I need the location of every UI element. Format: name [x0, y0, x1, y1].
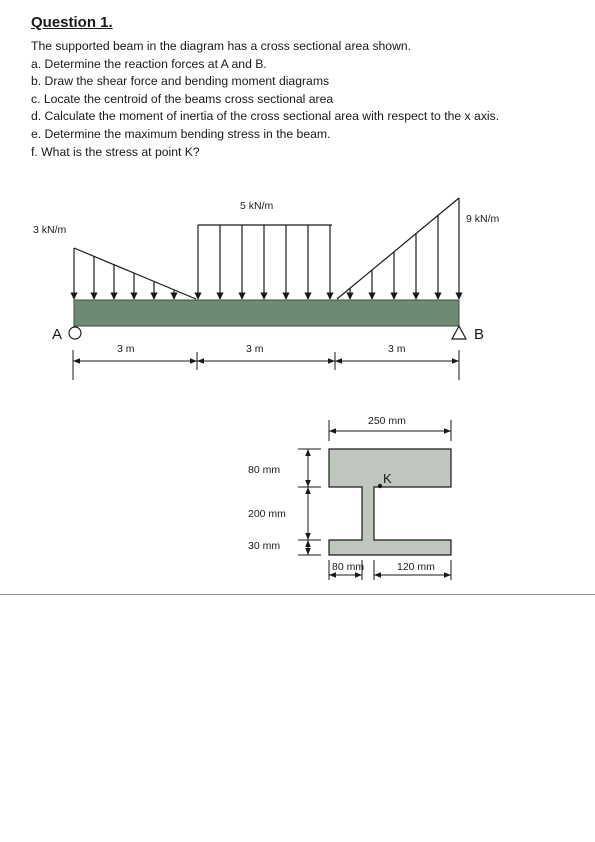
point-k-marker: [378, 484, 382, 488]
beam: [74, 300, 459, 326]
flange-depth-label: 80 mm: [248, 464, 281, 476]
load-mid-uniform: [198, 225, 332, 299]
web-depth-label: 200 mm: [248, 508, 286, 520]
question-part-f: f. What is the stress at point K?: [31, 144, 200, 159]
question-part-c: c. Locate the centroid of the beams cross sectional area: [31, 91, 334, 106]
support-a-label: A: [52, 326, 63, 343]
load-right-triangle: [337, 198, 459, 299]
support-b-label: B: [474, 326, 485, 343]
load-right-label: 9 kN/m: [466, 213, 500, 225]
question-part-e: e. Determine the maximum bending stress in the beam.: [31, 126, 331, 141]
span1-label: 3 m: [117, 343, 135, 355]
question-intro: The supported beam in the diagram has a cross sectional area shown.: [31, 39, 412, 53]
question-title: Question 1.: [31, 14, 113, 31]
top-width-label: 250 mm: [368, 415, 406, 427]
roller-support-a: [69, 327, 81, 339]
question-part-b: b. Draw the shear force and bending moment diagrams: [31, 74, 330, 89]
bottom-flange-depth-label: 30 mm: [248, 540, 281, 552]
span3-label: 3 m: [388, 343, 406, 355]
page-divider: [0, 594, 595, 595]
point-k-label: K: [383, 471, 392, 486]
question-part-d: d. Calculate the moment of inertia of the cross sectional area with respect to the x axis.: [31, 109, 500, 124]
question-part-a: a. Determine the reaction forces at A and B.: [31, 56, 267, 71]
depth-dimensions: [298, 449, 321, 555]
load-left-triangle: [74, 248, 196, 299]
load-left-label: 3 kN/m: [33, 224, 67, 236]
web-offset-label: 80 mm: [332, 561, 365, 573]
pin-support-b: [452, 326, 466, 339]
load-mid-label: 5 kN/m: [240, 200, 274, 212]
span2-label: 3 m: [246, 343, 264, 355]
right-overhang-label: 120 mm: [397, 561, 435, 573]
i-beam-cross-section: [329, 449, 451, 555]
